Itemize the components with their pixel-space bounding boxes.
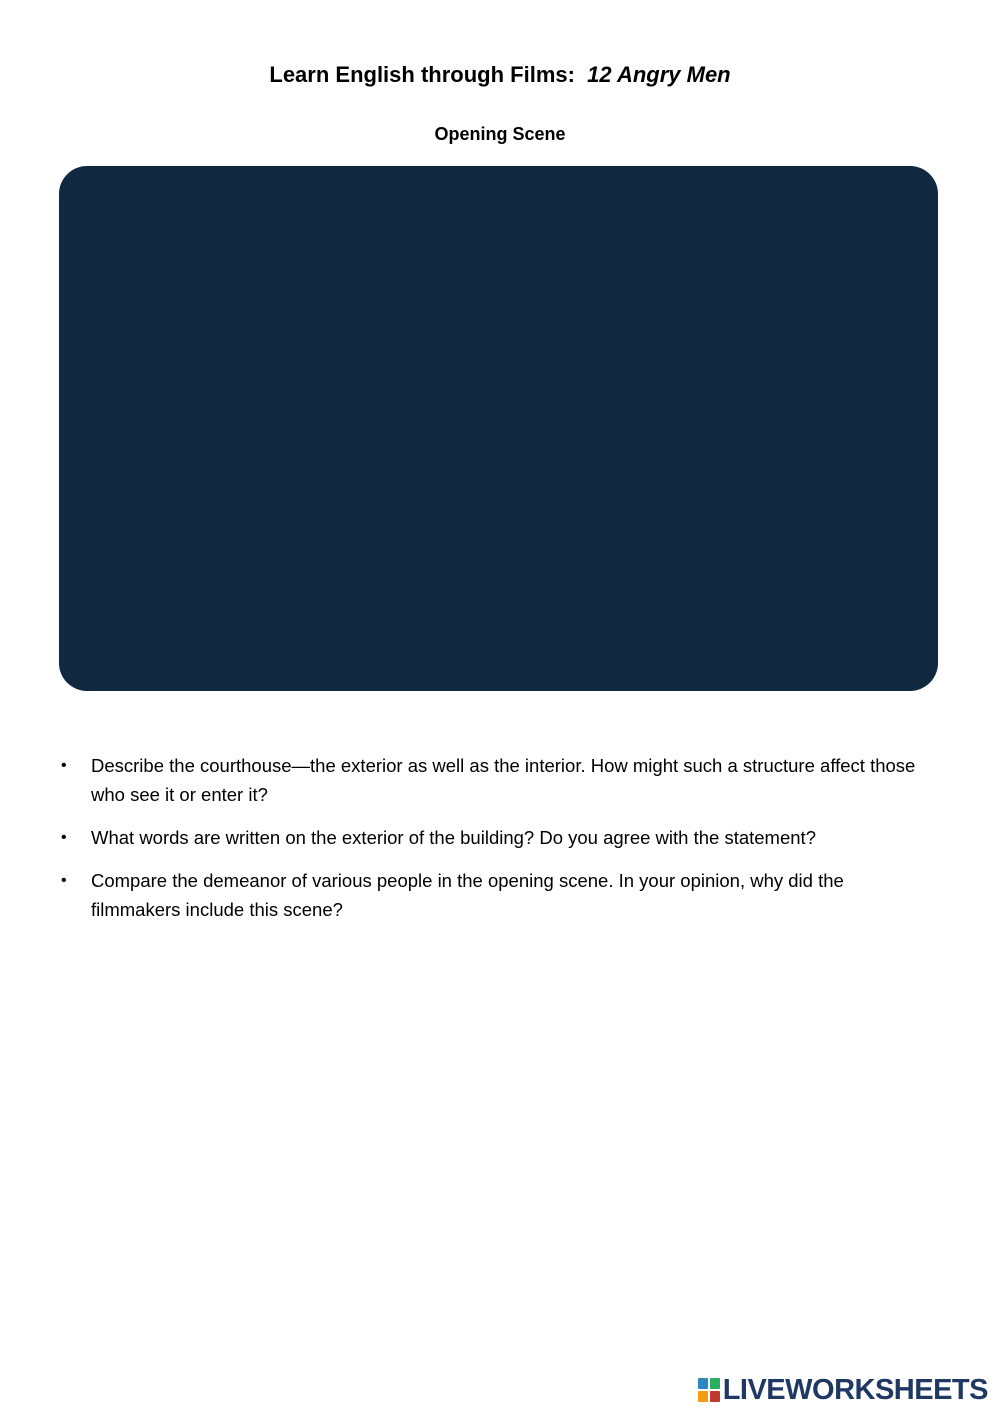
liveworksheets-logo[interactable] (698, 1374, 988, 1406)
logo-mark-square (710, 1378, 720, 1389)
question-list (0, 751, 1000, 938)
logo-mark-square (698, 1391, 708, 1402)
logo-text: LIVEWORKSHEETS (722, 1373, 988, 1406)
bullet-icon: • (61, 872, 67, 889)
bullet-icon: • (61, 757, 67, 774)
logo-mark-icon (698, 1378, 720, 1402)
list-item (0, 751, 1000, 809)
title-prefix: Learn English through Films: (269, 62, 575, 87)
question-text: What words are written on the exterior of the building? Do you agree with the statement? (91, 827, 816, 848)
logo-mark-square (710, 1391, 720, 1402)
bullet-icon: • (61, 829, 67, 846)
list-item (0, 823, 1000, 852)
video-player[interactable] (59, 166, 938, 691)
worksheet-title (0, 60, 1000, 90)
logo-mark-square (698, 1378, 708, 1389)
title-film-name: 12 Angry Men (587, 62, 731, 87)
section-subtitle: Opening Scene (434, 124, 566, 144)
question-text: Compare the demeanor of various people in the opening scene. In your opinion, why did the filmmakers include this scene? (91, 870, 844, 920)
list-item (0, 866, 1000, 924)
question-text: Describe the courthouse—the exterior as well as the interior. How might such a structure affect those who see it or enter it? (91, 755, 916, 805)
